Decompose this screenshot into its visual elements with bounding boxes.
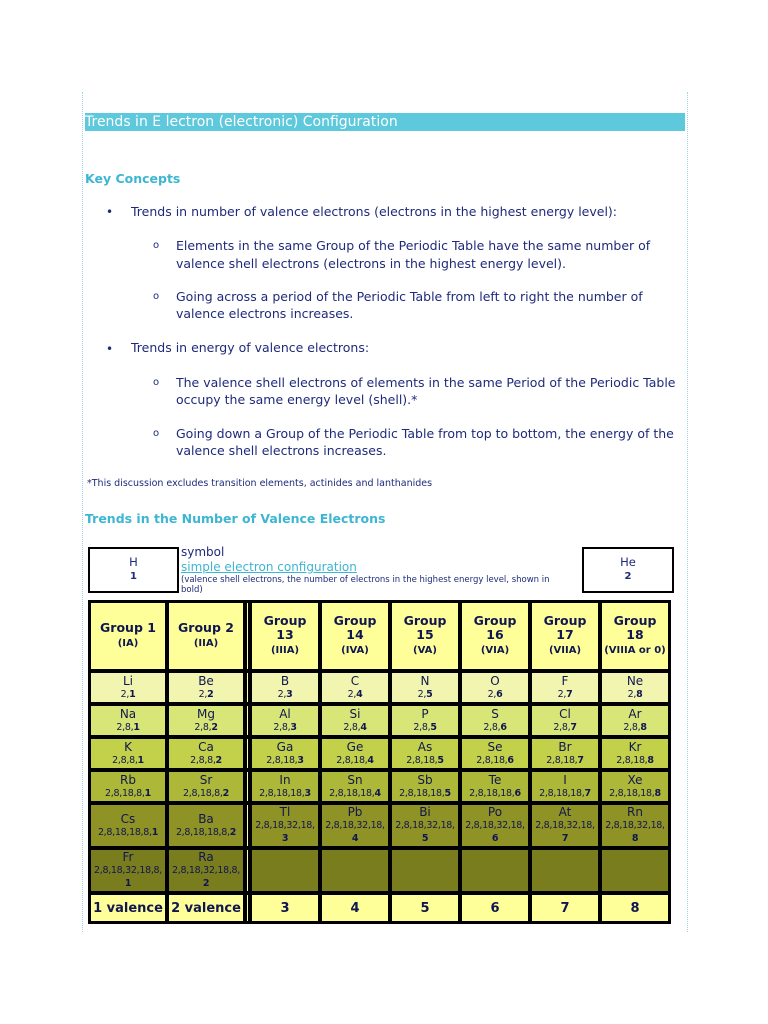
footnote-text: This discussion excludes transition elements, actinides and lanthanides — [91, 478, 433, 489]
element-mg: Mg 2,8,2 — [167, 704, 245, 737]
element-c: C 2,4 — [320, 671, 390, 704]
key-concepts-heading: Key Concepts — [85, 171, 181, 186]
element-cs: Cs 2,8,18,18,8,1 — [89, 803, 167, 848]
sub-bullet-text: valence shell electrons (electrons in the highest energy level). — [176, 256, 566, 271]
element-si: Si 2,8,4 — [320, 704, 390, 737]
element-te: Te 2,8,18,18,6 — [460, 770, 530, 803]
table-row — [89, 803, 670, 848]
table-footer-row — [89, 893, 670, 923]
legend-symbol-label: symbol — [181, 545, 225, 559]
element-kr: Kr 2,8,18,8 — [600, 737, 670, 770]
element-sr: Sr 2,8,18,8,2 — [167, 770, 245, 803]
group-header: Group 13 (IIIA) — [250, 601, 320, 671]
element-ra: Ra 2,8,18,32,18,8, 2 — [167, 848, 245, 893]
group-header: Group 15 (VA) — [390, 601, 460, 671]
element-ar: Ar 2,8,8 — [600, 704, 670, 737]
key-symbol: He — [620, 555, 636, 569]
element-fr: Fr 2,8,18,32,18,8, 1 — [89, 848, 167, 893]
empty-cell — [530, 848, 600, 893]
page-title: Trends in E lectron (electronic) Configuration — [85, 113, 685, 131]
element-sb: Sb 2,8,18,18,5 — [390, 770, 460, 803]
group-header: Group 1 (IA) — [89, 601, 167, 671]
key-symbol: H — [129, 555, 138, 569]
element-f: F 2,7 — [530, 671, 600, 704]
element-s: S 2,8,6 — [460, 704, 530, 737]
sub-bullet-text: valence shell electrons increases. — [176, 443, 387, 458]
element-p: P 2,8,5 — [390, 704, 460, 737]
bullet-icon: • — [106, 342, 114, 356]
key-config: 1 — [130, 571, 137, 582]
empty-cell — [250, 848, 320, 893]
footnote — [87, 478, 432, 489]
element-ca: Ca 2,8,8,2 — [167, 737, 245, 770]
table-row — [89, 704, 670, 737]
element-i: I 2,8,18,18,7 — [530, 770, 600, 803]
element-li: Li 2,1 — [89, 671, 167, 704]
sub-bullet-text: Going across a period of the Periodic Table from left to right the number of — [176, 289, 643, 304]
element-bi: Bi 2,8,18,32,18, 5 — [390, 803, 460, 848]
valence-count: 2 valence — [167, 893, 245, 923]
periodic-table — [88, 600, 671, 924]
valence-count: 6 — [460, 893, 530, 923]
element-po: Po 2,8,18,32,18, 6 — [460, 803, 530, 848]
empty-cell — [460, 848, 530, 893]
bullet-icon: • — [106, 205, 114, 219]
element-ga: Ga 2,8,18,3 — [250, 737, 320, 770]
element-b: B 2,3 — [250, 671, 320, 704]
bullet-text: Trends in energy of valence electrons: — [131, 340, 370, 355]
empty-cell — [320, 848, 390, 893]
element-rn: Rn 2,8,18,32,18, 8 — [600, 803, 670, 848]
group-header: Group 2 (IIA) — [167, 601, 245, 671]
element-be: Be 2,2 — [167, 671, 245, 704]
legend — [181, 545, 561, 595]
sub-bullet-text: occupy the same energy level (shell).* — [176, 392, 418, 407]
element-o: O 2,6 — [460, 671, 530, 704]
key-config: 2 — [624, 571, 632, 582]
valence-count: 7 — [530, 893, 600, 923]
element-pb: Pb 2,8,18,32,18, 4 — [320, 803, 390, 848]
element-tl: Tl 2,8,18,32,18, 3 — [250, 803, 320, 848]
bullet-text: Trends in number of valence electrons (electrons in the highest energy level): — [131, 204, 618, 219]
sub-bullet-icon: o — [153, 291, 160, 302]
sub-bullet-text: valence electrons increases. — [176, 306, 354, 321]
valence-count: 8 — [600, 893, 670, 923]
legend-note: (valence shell electrons, the number of electrons in the highest energy level, shown in bold) — [181, 575, 550, 595]
element-se: Se 2,8,18,6 — [460, 737, 530, 770]
element-k: K 2,8,8,1 — [89, 737, 167, 770]
key-box-h — [88, 547, 179, 593]
element-ge: Ge 2,8,18,4 — [320, 737, 390, 770]
element-ne: Ne 2,8 — [600, 671, 670, 704]
valence-count: 5 — [390, 893, 460, 923]
table-row — [89, 770, 670, 803]
sub-bullet-icon: o — [153, 240, 160, 251]
section-heading: Trends in the Number of Valence Electrons — [85, 511, 386, 526]
group-header: Group 17 (VIIA) — [530, 601, 600, 671]
group-header: Group 14 (IVA) — [320, 601, 390, 671]
element-n: N 2,5 — [390, 671, 460, 704]
empty-cell — [390, 848, 460, 893]
element-br: Br 2,8,18,7 — [530, 737, 600, 770]
element-xe: Xe 2,8,18,18,8 — [600, 770, 670, 803]
element-ba: Ba 2,8,18,18,8,2 — [167, 803, 245, 848]
footnote-star: * — [87, 478, 92, 489]
table-row — [89, 848, 670, 893]
table-row — [89, 737, 670, 770]
element-at: At 2,8,18,32,18, 7 — [530, 803, 600, 848]
group-header: Group 18 (VIIIA or 0) — [600, 601, 670, 671]
valence-count: 4 — [320, 893, 390, 923]
electron-config-link[interactable]: simple electron configuration — [181, 560, 357, 574]
valence-count: 1 valence — [89, 893, 167, 923]
sub-bullet-icon: o — [153, 377, 160, 388]
element-in: In 2,8,18,18,3 — [250, 770, 320, 803]
sub-bullet-text: The valence shell electrons of elements in the same Period of the Periodic Table — [176, 375, 676, 390]
group-header: Group 16 (VIA) — [460, 601, 530, 671]
sub-bullet-icon: o — [153, 428, 160, 439]
sub-bullet-text: Going down a Group of the Periodic Table from top to bottom, the energy of the — [176, 426, 674, 441]
element-na: Na 2,8,1 — [89, 704, 167, 737]
element-al: Al 2,8,3 — [250, 704, 320, 737]
sub-bullet-text: Elements in the same Group of the Periodic Table have the same number of — [176, 238, 651, 253]
valence-count: 3 — [250, 893, 320, 923]
table-header-row — [89, 601, 670, 671]
table-row — [89, 671, 670, 704]
element-rb: Rb 2,8,18,8,1 — [89, 770, 167, 803]
element-sn: Sn 2,8,18,18,4 — [320, 770, 390, 803]
element-cl: Cl 2,8,7 — [530, 704, 600, 737]
key-box-he — [582, 547, 674, 593]
empty-cell — [600, 848, 670, 893]
element-as: As 2,8,18,5 — [390, 737, 460, 770]
